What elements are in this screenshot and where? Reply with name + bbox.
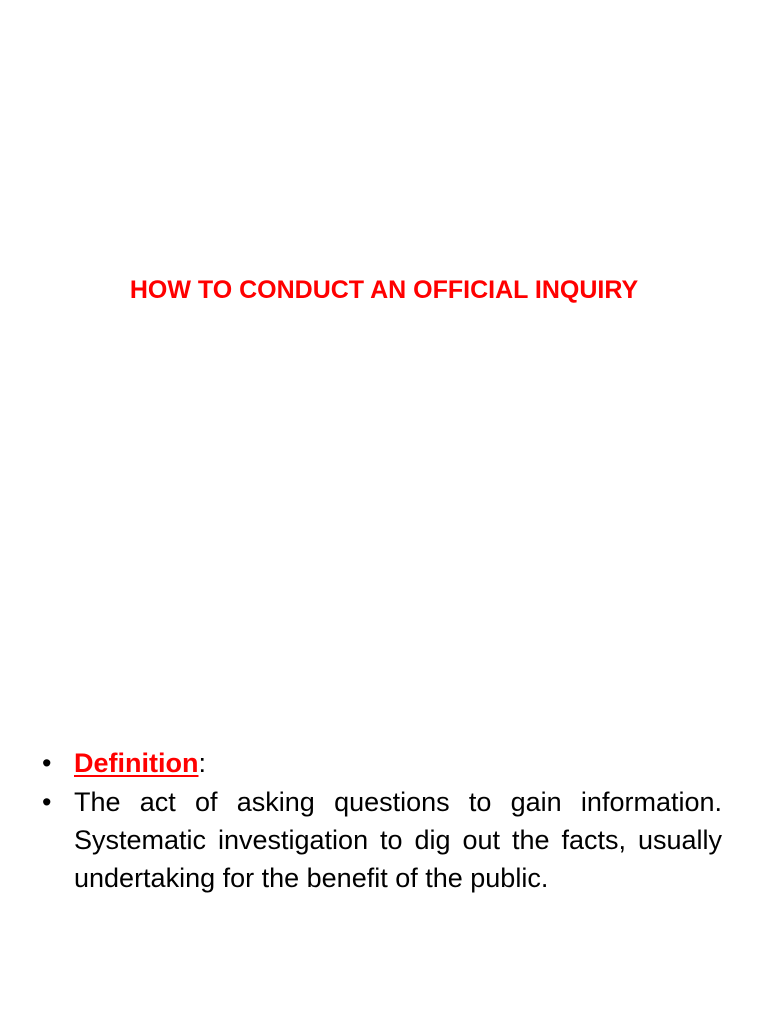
definition-heading bbox=[74, 744, 722, 782]
bullet-definition bbox=[42, 744, 722, 782]
definition-label: Definition bbox=[74, 748, 199, 778]
bullet-icon: • bbox=[42, 787, 52, 817]
bullet-icon: • bbox=[42, 748, 52, 778]
definition-text: The act of asking questions to gain information. Systematic investigation to dig out the facts, usually undertaking for the benefit of the public. bbox=[74, 787, 722, 893]
bullet-body bbox=[42, 783, 722, 897]
slide-title: HOW TO CONDUCT AN OFFICIAL INQUIRY bbox=[129, 276, 639, 304]
definition-colon: : bbox=[198, 748, 206, 778]
bullet-list bbox=[42, 744, 722, 898]
